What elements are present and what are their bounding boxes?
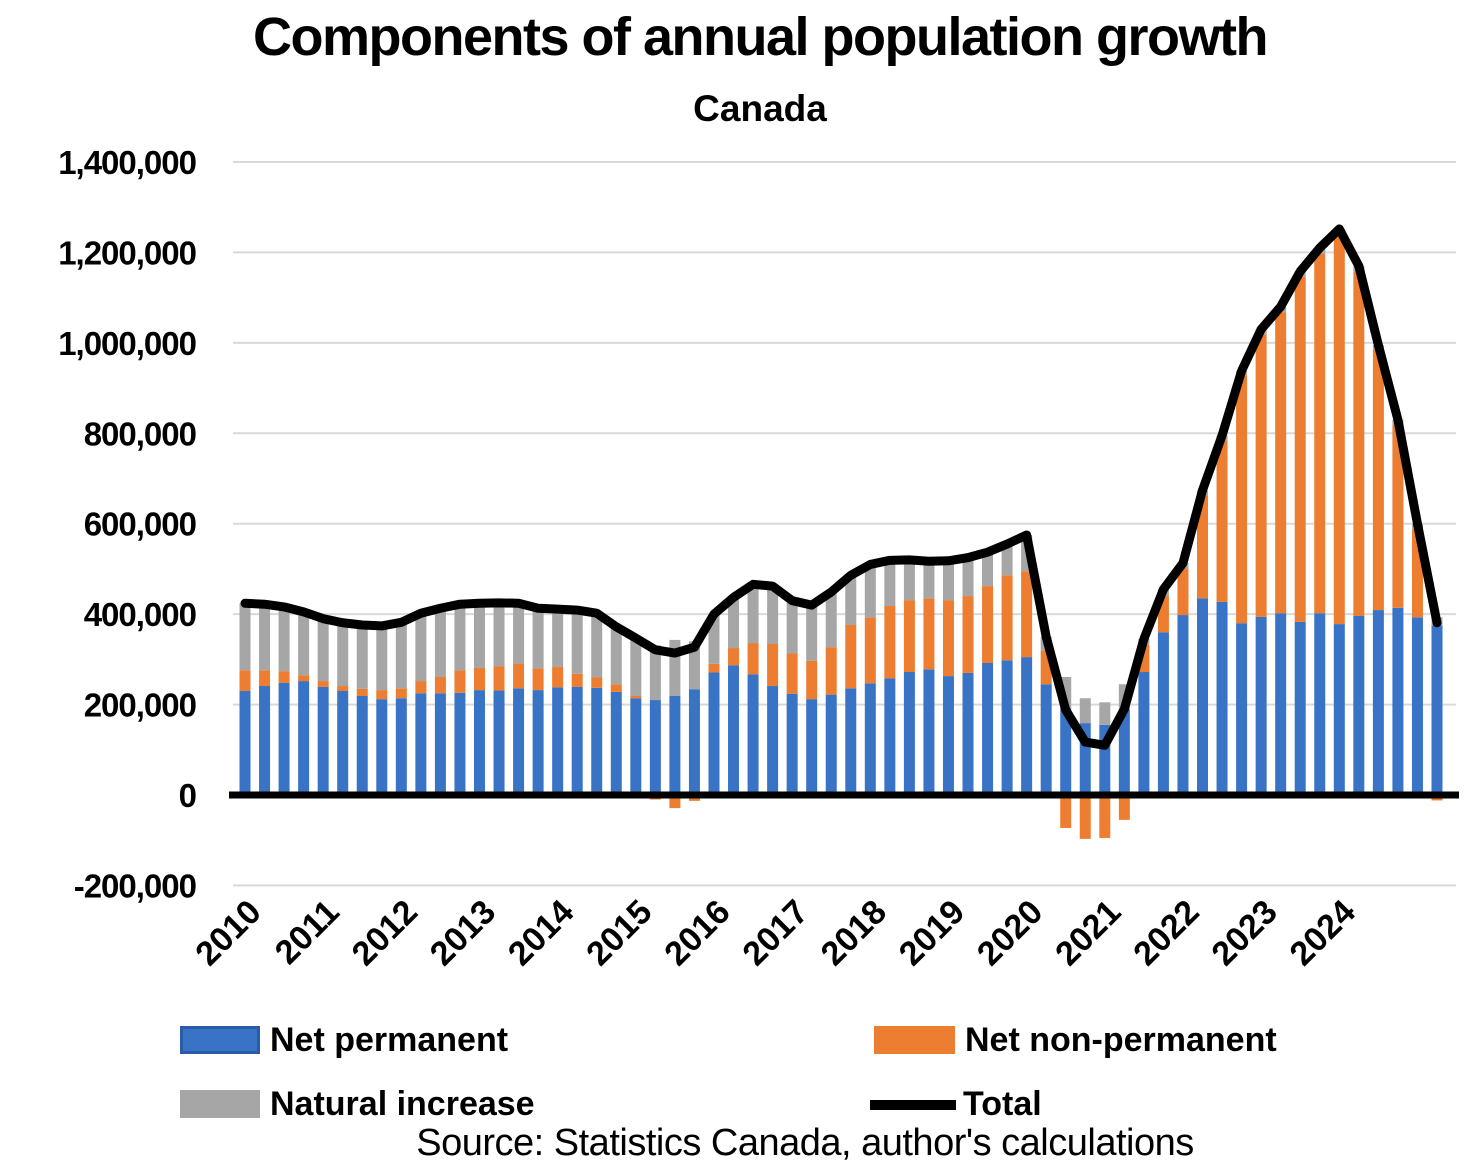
bar-segment-net_permanent (1158, 632, 1169, 795)
bar-segment-net_permanent (982, 663, 993, 795)
bar-segment-natural_increase (787, 601, 798, 654)
bar-segment-net_non_permanent (298, 675, 309, 681)
bar-segment-net_non_permanent (923, 598, 934, 669)
bar-segment-net_non_permanent (591, 677, 602, 687)
x-axis-tick-label: 2010 (188, 892, 269, 974)
bar-segment-net_non_permanent (572, 674, 583, 687)
y-axis-tick-label: 0 (178, 777, 196, 814)
bar-segment-net_non_permanent (1275, 312, 1286, 613)
bar-segment-net_non_permanent (279, 671, 290, 683)
bar-segment-net_permanent (415, 693, 426, 795)
bar-segment-natural_increase (337, 623, 348, 686)
bar-segment-natural_increase (591, 613, 602, 677)
bar-segment-net_permanent (1002, 660, 1013, 795)
bar-segment-natural_increase (884, 560, 895, 606)
bar-segment-natural_increase (396, 622, 407, 688)
x-axis-tick-label: 2017 (735, 892, 816, 974)
y-axis-tick-label: 400,000 (83, 596, 196, 634)
bar-segment-natural_increase (357, 625, 368, 689)
bar-segment-net_permanent (806, 699, 817, 795)
bar-segment-net_permanent (669, 696, 680, 795)
x-axis-tick-label: 2020 (969, 892, 1051, 974)
bar-segment-net_non_permanent (1373, 350, 1384, 610)
bar-segment-net_permanent (474, 690, 485, 795)
bar-segment-natural_increase (767, 586, 778, 644)
bar-segment-natural_increase (533, 608, 544, 668)
bar-segment-net_permanent (435, 693, 446, 795)
bar-segment-net_permanent (1432, 625, 1443, 795)
net-permanent-swatch (180, 1026, 260, 1054)
x-axis-tick-label: 2014 (500, 892, 582, 974)
bar-segment-net_non_permanent (1314, 254, 1325, 613)
bar-segment-net_non_permanent (611, 684, 622, 692)
bar-segment-net_permanent (689, 689, 700, 795)
bar-segment-net_non_permanent (904, 600, 915, 672)
bar-segment-net_permanent (748, 674, 759, 795)
bar-segment-net_non_permanent (1021, 571, 1032, 657)
bar-segment-net_permanent (318, 687, 329, 795)
legend-label-natural-increase: Natural increase (270, 1085, 535, 1123)
bar-segment-net_permanent (865, 683, 876, 795)
bar-segment-net_non_permanent (845, 625, 856, 688)
bar-segment-net_non_permanent (1353, 271, 1364, 616)
bar-segment-natural_increase (240, 603, 251, 670)
bar-segment-net_non_permanent (396, 688, 407, 698)
bar-segment-net_non_permanent (943, 600, 954, 676)
bar-segment-natural_increase (376, 626, 387, 690)
bar-segment-natural_increase (826, 592, 837, 647)
bar-segment-net_non_permanent (708, 664, 719, 673)
bar-segment-net_permanent (826, 695, 837, 795)
natural-increase-swatch (180, 1090, 260, 1118)
bar-segment-net_non_permanent (826, 647, 837, 694)
x-axis-tick-label: 2012 (344, 892, 425, 974)
bar-segment-natural_increase (279, 607, 290, 671)
y-axis-tick-label: 1,200,000 (58, 234, 196, 272)
bar-segment-natural_increase (963, 558, 974, 596)
bar-segment-net_non_permanent (240, 670, 251, 691)
bar-segment-net_non_permanent (1099, 795, 1110, 838)
bar-segment-net_non_permanent (1256, 334, 1267, 617)
bar-segment-net_permanent (240, 691, 251, 795)
bar-segment-net_permanent (904, 672, 915, 795)
bar-segment-net_permanent (1197, 598, 1208, 795)
bar-segment-natural_increase (611, 627, 622, 684)
bar-segment-net_permanent (1373, 610, 1384, 795)
bar-segment-natural_increase (1080, 698, 1091, 723)
legend-label-total: Total (963, 1085, 1042, 1123)
bar-segment-net_non_permanent (1334, 235, 1345, 624)
bar-segment-natural_increase (865, 564, 876, 617)
bar-segment-net_permanent (572, 687, 583, 795)
bar-segment-net_non_permanent (865, 617, 876, 683)
bar-segment-net_non_permanent (533, 668, 544, 690)
chart-subtitle: Canada (693, 88, 827, 129)
source-note: Source: Statistics Canada, author's calculations (416, 1122, 1194, 1164)
y-axis-tick-label: 800,000 (83, 415, 196, 453)
bar-segment-net_permanent (1314, 613, 1325, 795)
y-axis-tick-label: -200,000 (73, 867, 196, 905)
bar-segment-net_non_permanent (415, 681, 426, 693)
bar-segment-net_permanent (708, 672, 719, 795)
bar-segment-net_non_permanent (963, 596, 974, 673)
legend-label-net-non-permanent: Net non-permanent (965, 1021, 1277, 1059)
bar-segment-net_permanent (943, 676, 954, 795)
bar-segment-net_permanent (1021, 657, 1032, 795)
bar-segment-net_permanent (513, 688, 524, 795)
bar-segment-net_permanent (337, 691, 348, 795)
bar-segment-net_permanent (1275, 613, 1286, 795)
x-axis-tick-label: 2024 (1282, 892, 1363, 974)
x-axis-tick-label: 2018 (813, 892, 894, 974)
bar-segment-natural_increase (298, 612, 309, 675)
bar-segment-natural_increase (415, 613, 426, 681)
bar-segment-natural_increase (1099, 702, 1110, 725)
bar-segment-net_permanent (1236, 623, 1247, 795)
bar-segment-net_non_permanent (454, 670, 465, 693)
bar-segment-net_permanent (884, 678, 895, 795)
bar-segment-net_permanent (1353, 616, 1364, 795)
bar-segment-net_non_permanent (552, 667, 563, 687)
bar-segment-net_non_permanent (1080, 795, 1091, 839)
bar-segment-net_permanent (1256, 617, 1267, 795)
bar-segment-net_permanent (1412, 617, 1423, 795)
bar-segment-net_permanent (787, 694, 798, 795)
bar-segment-natural_increase (630, 638, 641, 696)
bar-segment-natural_increase (572, 610, 583, 674)
bar-segment-net_non_permanent (474, 668, 485, 690)
bar-segment-net_non_permanent (806, 661, 817, 699)
bar-segment-natural_increase (552, 609, 563, 667)
bar-segment-natural_increase (474, 603, 485, 668)
bar-segment-net_non_permanent (376, 690, 387, 699)
x-axis-tick-label: 2019 (891, 892, 973, 974)
bar-segment-net_non_permanent (513, 663, 524, 688)
bar-segment-natural_increase (923, 561, 934, 598)
bar-segment-net_permanent (630, 698, 641, 795)
bar-segment-net_non_permanent (748, 643, 759, 674)
bar-segment-net_non_permanent (1295, 277, 1306, 622)
x-axis-tick-label: 2016 (657, 892, 738, 974)
bar-segment-natural_increase (454, 604, 465, 670)
bar-segment-net_non_permanent (1217, 441, 1228, 602)
legend-label-net-permanent: Net permanent (270, 1021, 509, 1059)
bar-segment-net_non_permanent (767, 644, 778, 686)
bar-segment-net_permanent (298, 681, 309, 795)
bar-segment-net_permanent (845, 688, 856, 795)
bar-segment-net_permanent (259, 686, 270, 795)
bar-segment-net_non_permanent (259, 670, 270, 686)
bar-segment-net_permanent (611, 692, 622, 795)
bar-segment-net_permanent (1392, 608, 1403, 795)
y-axis-tick-label: 1,000,000 (58, 324, 196, 362)
bar-segment-net_permanent (728, 665, 739, 795)
x-axis-tick-label: 2011 (267, 892, 347, 972)
bar-segment-net_permanent (767, 686, 778, 795)
bar-segment-net_permanent (357, 696, 368, 795)
bar-segment-net_non_permanent (1119, 795, 1130, 820)
total-line-swatch (870, 1100, 956, 1110)
bar-segment-net_non_permanent (318, 681, 329, 687)
bar-segment-net_permanent (279, 683, 290, 795)
bar-segment-net_non_permanent (884, 606, 895, 678)
bar-segment-net_permanent (1334, 624, 1345, 795)
bar-segment-natural_increase (513, 603, 524, 663)
chart-title: Components of annual population growth (253, 7, 1267, 67)
bar-segment-net_permanent (650, 700, 661, 795)
bar-segment-natural_increase (435, 608, 446, 677)
bar-segment-net_permanent (1217, 602, 1228, 795)
bar-segment-net_non_permanent (435, 677, 446, 693)
bar-segment-natural_increase (904, 560, 915, 600)
y-axis-tick-label: 600,000 (83, 505, 196, 543)
bar-segment-net_non_permanent (982, 586, 993, 663)
bar-segment-net_permanent (923, 669, 934, 795)
bar-segment-natural_increase (806, 605, 817, 661)
bar-segment-net_non_permanent (787, 653, 798, 693)
y-axis-tick-label: 1,400,000 (58, 144, 196, 181)
x-axis-tick-label: 2021 (1048, 892, 1129, 974)
bar-segment-net_permanent (552, 687, 563, 795)
bar-segment-net_permanent (1138, 672, 1149, 795)
x-axis-tick-label: 2022 (1126, 892, 1207, 974)
bar-segment-net_non_permanent (494, 666, 505, 690)
bar-segment-natural_increase (748, 584, 759, 643)
bar-segment-net_permanent (454, 693, 465, 795)
net-non-permanent-swatch (874, 1026, 955, 1054)
bar-segment-net_permanent (494, 691, 505, 795)
bar-segment-net_permanent (963, 673, 974, 795)
bar-segment-net_non_permanent (630, 696, 641, 698)
x-axis-tick-label: 2013 (422, 892, 504, 974)
bar-segment-net_non_permanent (1060, 795, 1071, 828)
bar-segment-net_non_permanent (728, 648, 739, 665)
bar-segment-net_non_permanent (357, 689, 368, 696)
bar-segment-natural_increase (943, 561, 954, 600)
x-axis-tick-label: 2023 (1204, 892, 1285, 974)
x-axis-tick-label: 2015 (579, 892, 660, 974)
bar-segment-natural_increase (494, 603, 505, 666)
bar-segment-net_permanent (1041, 684, 1052, 795)
bar-segment-net_permanent (1295, 622, 1306, 795)
bar-segment-natural_increase (259, 604, 270, 670)
bar-segment-natural_increase (318, 619, 329, 681)
y-axis-tick-label: 200,000 (83, 686, 196, 724)
bar-segment-net_permanent (1177, 615, 1188, 795)
bar-segment-net_non_permanent (337, 686, 348, 691)
bar-segment-net_permanent (396, 698, 407, 795)
bar-segment-net_non_permanent (1002, 575, 1013, 660)
bar-segment-net_permanent (376, 699, 387, 795)
bar-segment-net_permanent (591, 688, 602, 795)
bar-segment-net_non_permanent (1236, 375, 1247, 623)
bar-segment-net_permanent (533, 690, 544, 795)
